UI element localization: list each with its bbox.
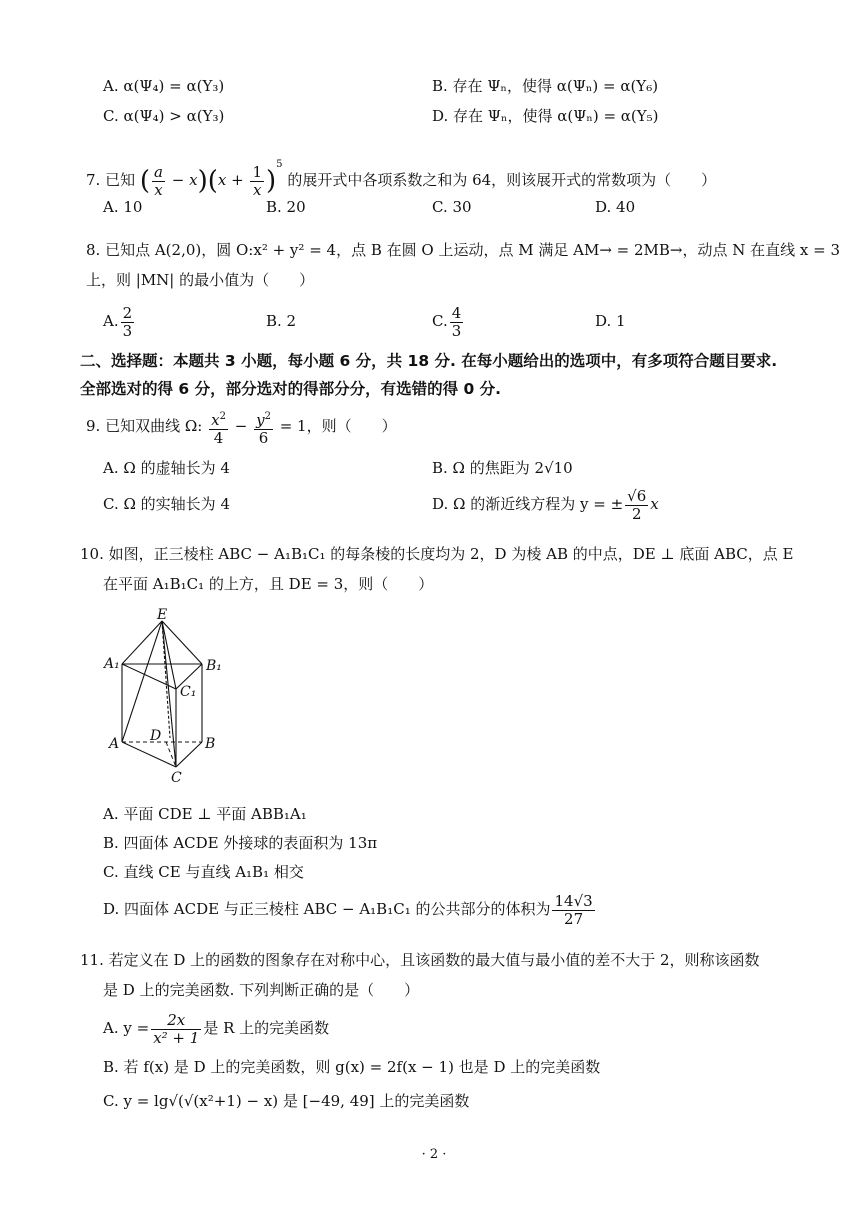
q9-option-b: B. Ω 的焦距为 2√10 (432, 459, 573, 477)
q11-option-b: B. 若 f(x) 是 D 上的完美函数，则 g(x) = 2f(x − 1) 也是 D 上的完美函数 (103, 1058, 601, 1076)
label-c: C (171, 770, 182, 786)
label-c1: C₁ (180, 684, 197, 700)
q7-option-d: D. 40 (595, 198, 636, 216)
edge-eb1 (162, 621, 202, 664)
q10-option-a: A. 平面 CDE ⊥ 平面 ABB₁A₁ (103, 805, 307, 823)
q8-option-b: B. 2 (266, 312, 297, 330)
label-b: B (205, 736, 216, 752)
q7-option-b: B. 20 (266, 198, 306, 216)
q8-option-c: C. $\frac{4}{3}$ (432, 303, 462, 340)
edge-a1c1 (122, 664, 176, 689)
q8-line1: 8. 已知点 A(2,0)，圆 O:x² + y² = 4，点 B 在圆 O 上运动，点 M 满足 AM→ = 2MB→，动点 N 在直线 x = 3 (86, 241, 841, 259)
edge-dc-hidden (166, 742, 176, 767)
edge-ed (162, 621, 170, 738)
edge-b1c1 (176, 664, 202, 689)
q8-option-d: D. 1 (595, 312, 626, 330)
section2-heading-line1: 二、选择题：本题共 3 小题，每小题 6 分，共 18 分. 在每小题给出的选项中，有多项符合题目要求. (80, 352, 778, 370)
q8-option-a: A. $\frac{2}{3}$ (103, 303, 133, 340)
edge-ec (162, 621, 176, 767)
q8-line2: 上，则 |MN| 的最小值为（ ） (86, 271, 315, 289)
q7-option-a: A. 10 (103, 198, 143, 216)
q9-option-a: A. Ω 的虚轴长为 4 (103, 459, 230, 477)
q11-line1: 11. 若定义在 D 上的函数的图象存在对称中心，且该函数的最大值与最小值的差不大于 2，则称该函数 (80, 951, 760, 969)
q6-option-a: A. α(Ψ₄) = α(Υ₃) (103, 77, 225, 95)
edge-ac (122, 742, 176, 767)
q10-option-b: B. 四面体 ACDE 外接球的表面积为 13π (103, 834, 378, 852)
q7-pre: 已知 (105, 171, 136, 189)
q7-option-c: C. 30 (432, 198, 472, 216)
q6-option-d: D. 存在 Ψₙ，使得 α(Ψₙ) = α(Υ₅) (432, 107, 659, 125)
label-a: A (109, 736, 120, 752)
q10-line2: 在平面 A₁B₁C₁ 的上方，且 DE = 3，则（ ） (103, 575, 434, 593)
q11-line2: 是 D 上的完美函数. 下列判断正确的是（ ） (103, 981, 420, 999)
q6-option-c: C. α(Ψ₄) > α(Υ₃) (103, 107, 225, 125)
q9-stem: 9. 已知双曲线 Ω: $\frac{x^2}{4}$ − $\frac{y^2}{6}$ = 1，则（ ） (86, 406, 397, 447)
label-d: D (150, 728, 162, 744)
edge-ec1 (162, 621, 176, 689)
q7-post: 的展开式中各项系数之和为 64，则该展开式的常数项为（ ） (287, 171, 717, 189)
q11-option-c: C. y = lg√(√(x²+1) − x) 是 [−49, 49] 上的完美函数 (103, 1092, 470, 1110)
q9-option-d: D. Ω 的渐近线方程为 y = ± $\frac{√6}{2}$ x (432, 486, 659, 523)
edge-bc (176, 742, 202, 767)
section2-heading-line2: 全部选对的得 6 分，部分选对的得部分分，有选错的得 0 分. (80, 380, 502, 398)
label-e: E (157, 607, 168, 623)
q10-line1: 10. 如图，正三棱柱 ABC − A₁B₁C₁ 的每条棱的长度均为 2，D 为棱 AB 的中点，DE ⊥ 底面 ABC，点 E (80, 545, 794, 563)
edge-ea (122, 621, 162, 742)
q11-option-a: A. y = $\frac{2x}{\text{x² + 1}}$ 是 R 上的完美函数 (103, 1010, 330, 1047)
q9-option-c: C. Ω 的实轴长为 4 (103, 495, 230, 513)
q7-number: 7. (86, 171, 101, 189)
page-number: · 2 · (421, 1147, 447, 1162)
edge-ea1 (122, 621, 162, 664)
q10-option-d: D. 四面体 ACDE 与正三棱柱 ABC − A₁B₁C₁ 的公共部分的体积为 $\frac{14√3}{27}$ (103, 891, 593, 928)
label-a1: A₁ (104, 656, 120, 672)
q7-stem: 7. 已知 ( $\frac{a}{x}$ − x)(x + $\frac{1}{x}$ )$^5$ 的展开式中各项系数之和为 64，则该展开式的常数项为（ ） (86, 159, 717, 199)
q10-option-c: C. 直线 CE 与直线 A₁B₁ 相交 (103, 863, 304, 881)
label-b1: B₁ (206, 658, 222, 674)
q6-option-b: B. 存在 Ψₙ，使得 α(Ψₙ) = α(Υ₆) (432, 77, 659, 95)
